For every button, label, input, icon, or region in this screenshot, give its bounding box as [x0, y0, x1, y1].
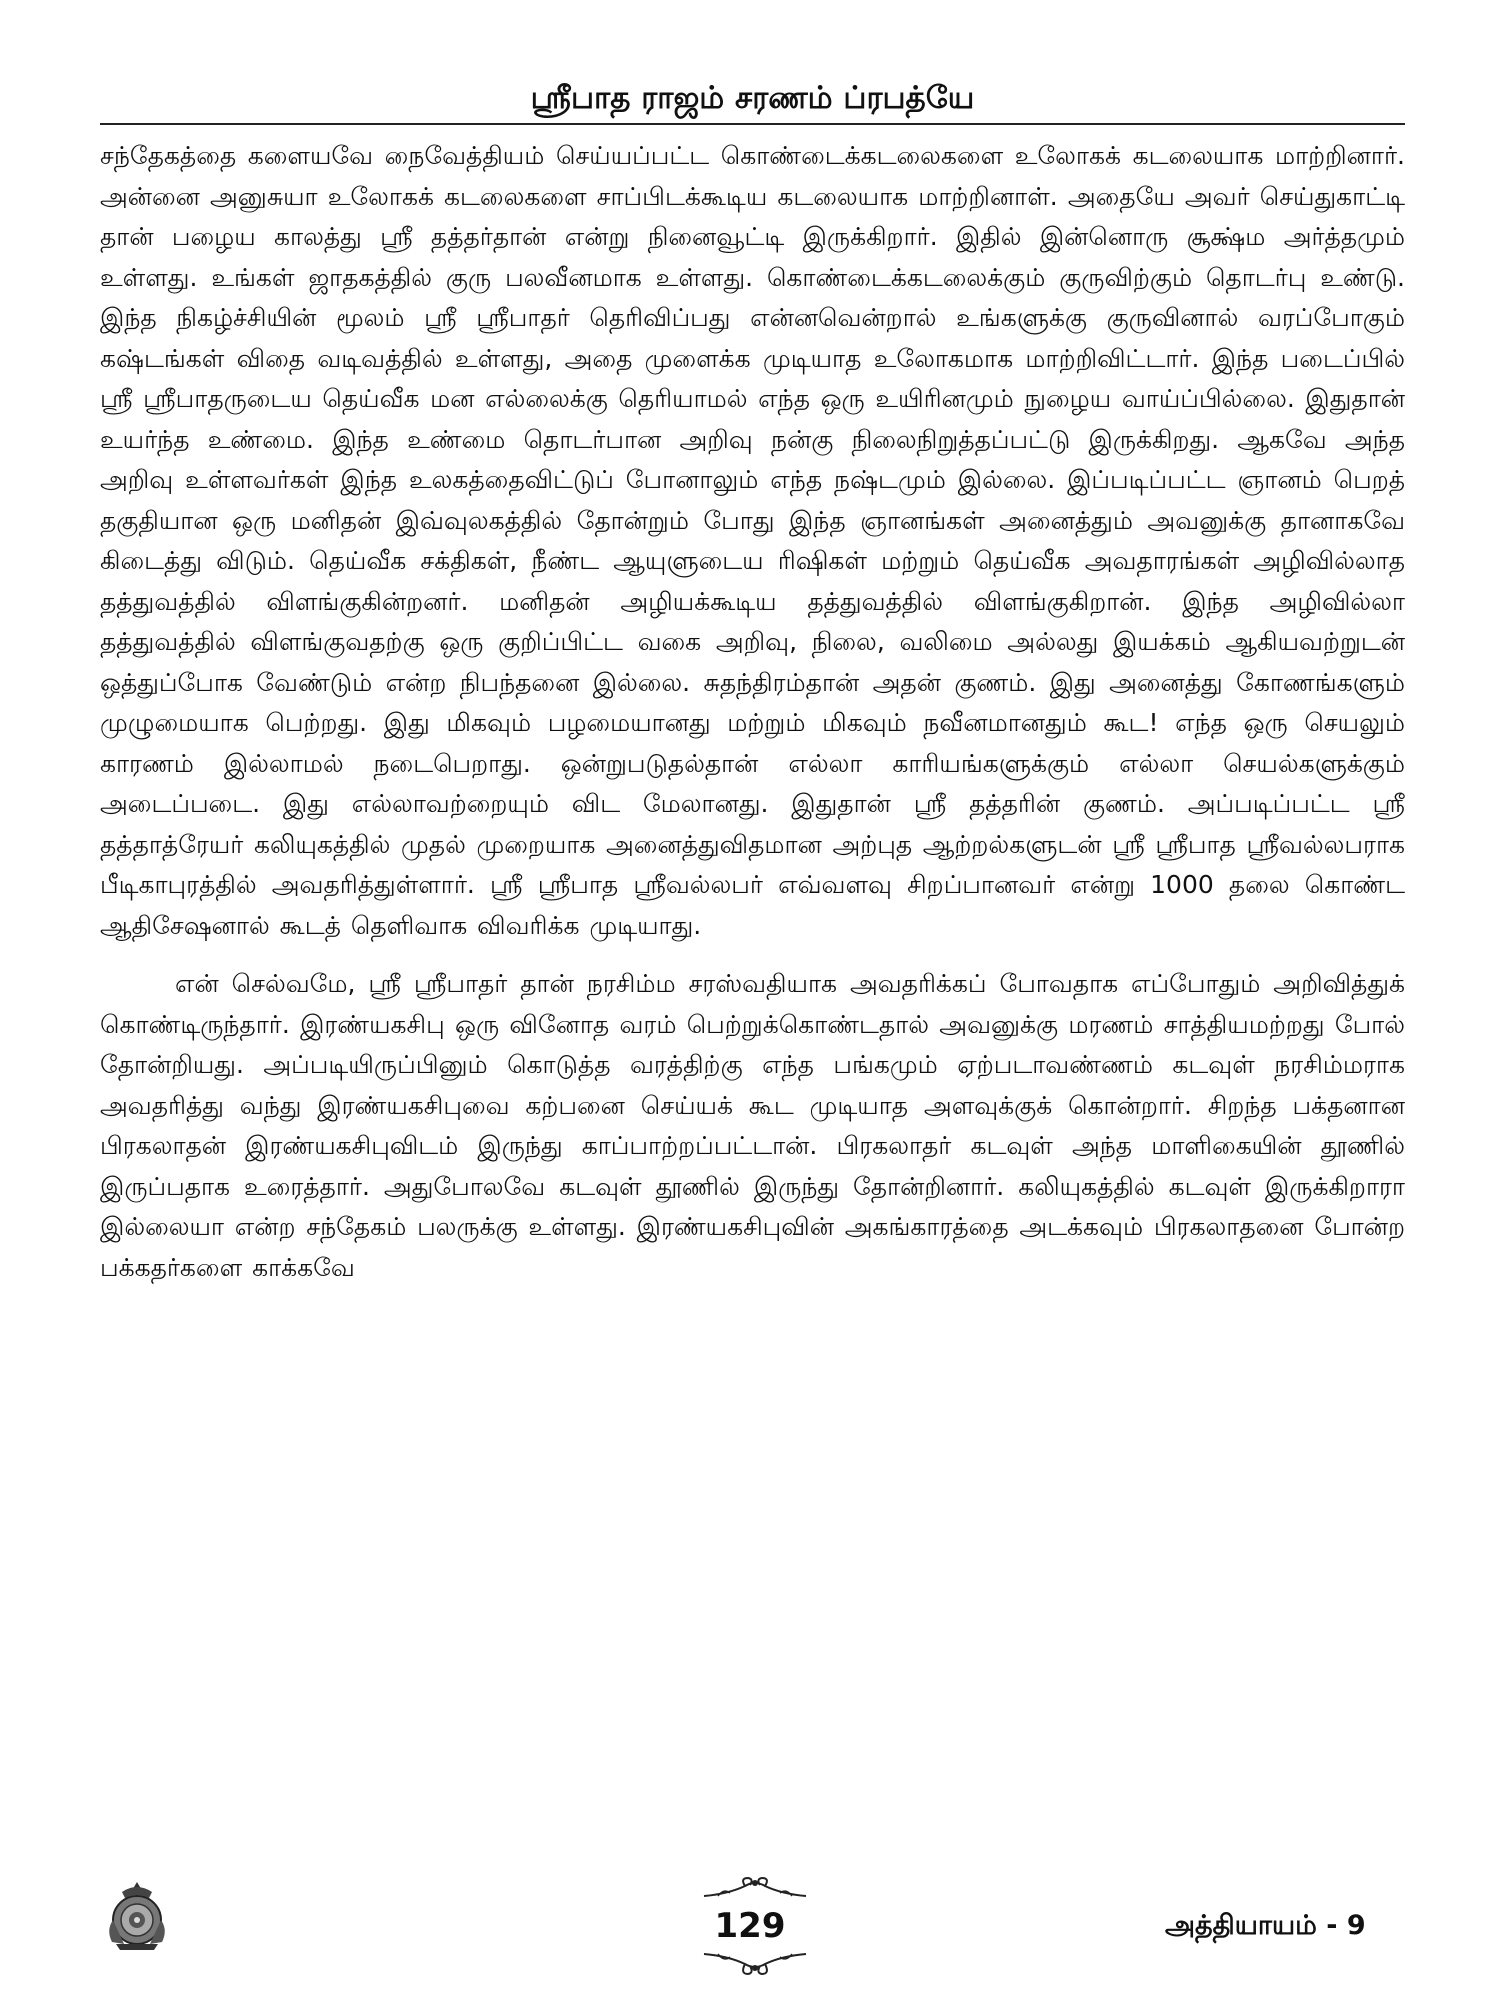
scroll-ornament-icon: [700, 1948, 810, 1978]
scroll-ornament-icon: [700, 1874, 810, 1902]
header-divider: [100, 123, 1405, 125]
body-text: [100, 136, 1405, 1288]
page-number: 129: [714, 1906, 786, 1946]
paragraph-2: என் செல்வமே, ஸ்ரீ ஸ்ரீபாதர் தான் நரசிம்ம சரஸ்வதியாக அவதரிக்கப் போவதாக எப்போதும் அறிவித்துக் கொண்டிருந்தார். இரண்யகசிபு ஒரு வினோத வரம் பெற்றுக்கொண்டதால் அவனுக்கு மரணம் சாத்தியமற்றது போல் தோன்றியது. அப்படியிருப்பினும் கொடுத்த வரத்திற்கு எந்த பங்கமும் ஏற்படாவண்ணம் கடவுள் நரசிம்மராக அவதரித்து வந்து இரண்யகசிபுவை கற்பனை செய்யக் கூட முடியாத அளவுக்குக் கொன்றார். சிறந்த பக்தனான பிரகலாதன் இரண்யகசிபுவிடம் இருந்து காப்பாற்றப்பட்டான். பிரகலாதர் கடவுள் அந்த மாளிகையின் தூணில் இருப்பதாக உரைத்தார். அதுபோலவே கடவுள் தூணில் இருந்து தோன்றினார். கலியுகத்தில் கடவுள் இருக்கிறாரா இல்லையா என்ற சந்தேகம் பலருக்கு உள்ளது. இரண்யகசிபுவின் அகங்காரத்தை அடக்கவும் பிரகலாதனை போன்ற பக்கதர்களை காக்கவே: [100, 969, 1405, 1282]
page-footer: [0, 1840, 1500, 2000]
paragraph-1: சந்தேகத்தை களையவே நைவேத்தியம் செய்யப்பட்ட கொண்டைக்கடலைகளை உலோகக் கடலையாக மாற்றினார். அன்னை அனுசுயா உலோகக் கடலைகளை சாப்பிடக்கூடிய கடலையாக மாற்றினாள். அதையே அவர் செய்துகாட்டி தான் பழைய காலத்து ஸ்ரீ தத்தர்தான் என்று நினைவூட்டி இருக்கிறார். இதில் இன்னொரு சூக்ஷ்ம அர்த்தமும் உள்ளது. உங்கள் ஜாதகத்தில் குரு பலவீனமாக உள்ளது. கொண்டைக்கடலைக்கும் குருவிற்கும் தொடர்பு உண்டு. இந்த நிகழ்ச்சியின் மூலம் ஸ்ரீ ஸ்ரீபாதர் தெரிவிப்பது என்னவென்றால் உங்களுக்கு குருவினால் வரப்போகும் கஷ்டங்கள் விதை வடிவத்தில் உள்ளது, அதை முளைக்க முடியாத உலோகமாக மாற்றிவிட்டார். இந்த படைப்பில் ஸ்ரீ ஸ்ரீபாதருடைய தெய்வீக மன எல்லைக்கு தெரியாமல் எந்த ஒரு உயிரினமும் நுழைய வாய்ப்பில்லை. இதுதான் உயர்ந்த உண்மை. இந்த உண்மை தொடர்பான அறிவு நன்கு நிலைநிறுத்தப்பட்டு இருக்கிறது. ஆகவே அந்த அறிவு உள்ளவர்கள் இந்த உலகத்தைவிட்டுப் போனாலும் எந்த நஷ்டமும் இல்லை. இப்படிப்பட்ட ஞானம் பெறத் தகுதியான ஒரு மனிதன் இவ்வுலகத்தில் தோன்றும் போது இந்த ஞானங்கள் அனைத்தும் அவனுக்கு தானாகவே கிடைத்து விடும். தெய்வீக சக்திகள், நீண்ட ஆயுளுடைய ரிஷிகள் மற்றும் தெய்வீக அவதாரங்கள் அழிவில்லாத தத்துவத்தில் விளங்குகின்றனர். மனிதன் அழியக்கூடிய தத்துவத்தில் விளங்குகிறான். இந்த அழிவில்லா தத்துவத்தில் விளங்குவதற்கு ஒரு குறிப்பிட்ட வகை அறிவு, நிலை, வலிமை அல்லது இயக்கம் ஆகியவற்றுடன் ஒத்துப்போக வேண்டும் என்ற நிபந்தனை இல்லை. சுதந்திரம்தான் அதன் குணம். இது அனைத்து கோணங்களும் முழுமையாக பெற்றது. இது மிகவும் பழமையானது மற்றும் மிகவும் நவீனமானதும் கூட! எந்த ஒரு செயலும் காரணம் இல்லாமல் நடைபெறாது. ஒன்றுபடுதல்தான் எல்லா காரியங்களுக்கும் எல்லா செயல்களுக்கும் அடைப்படை. இது எல்லாவற்றையும் விட மேலானது. இதுதான் ஸ்ரீ தத்தரின் குணம். அப்படிப்பட்ட ஸ்ரீ தத்தாத்ரேயர் கலியுகத்தில் முதல் முறையாக அனைத்துவிதமான அற்புத ஆற்றல்களுடன் ஸ்ரீ ஸ்ரீபாத ஸ்ரீவல்லபராக பீடிகாபுரத்தில் அவதரித்துள்ளார். ஸ்ரீ ஸ்ரீபாத ஸ்ரீவல்லபர் எவ்வளவு சிறப்பானவர் என்று 1000 தலை கொண்ட ஆதிசேஷனால் கூடத் தெளிவாக விவரிக்க முடியாது.: [100, 141, 1405, 940]
chapter-label: அத்தியாயம் - 9: [1165, 1910, 1366, 1941]
page-header-title: ஸ்ரீபாத ராஜம் சரணம் ப்ரபத்யே: [530, 80, 975, 116]
